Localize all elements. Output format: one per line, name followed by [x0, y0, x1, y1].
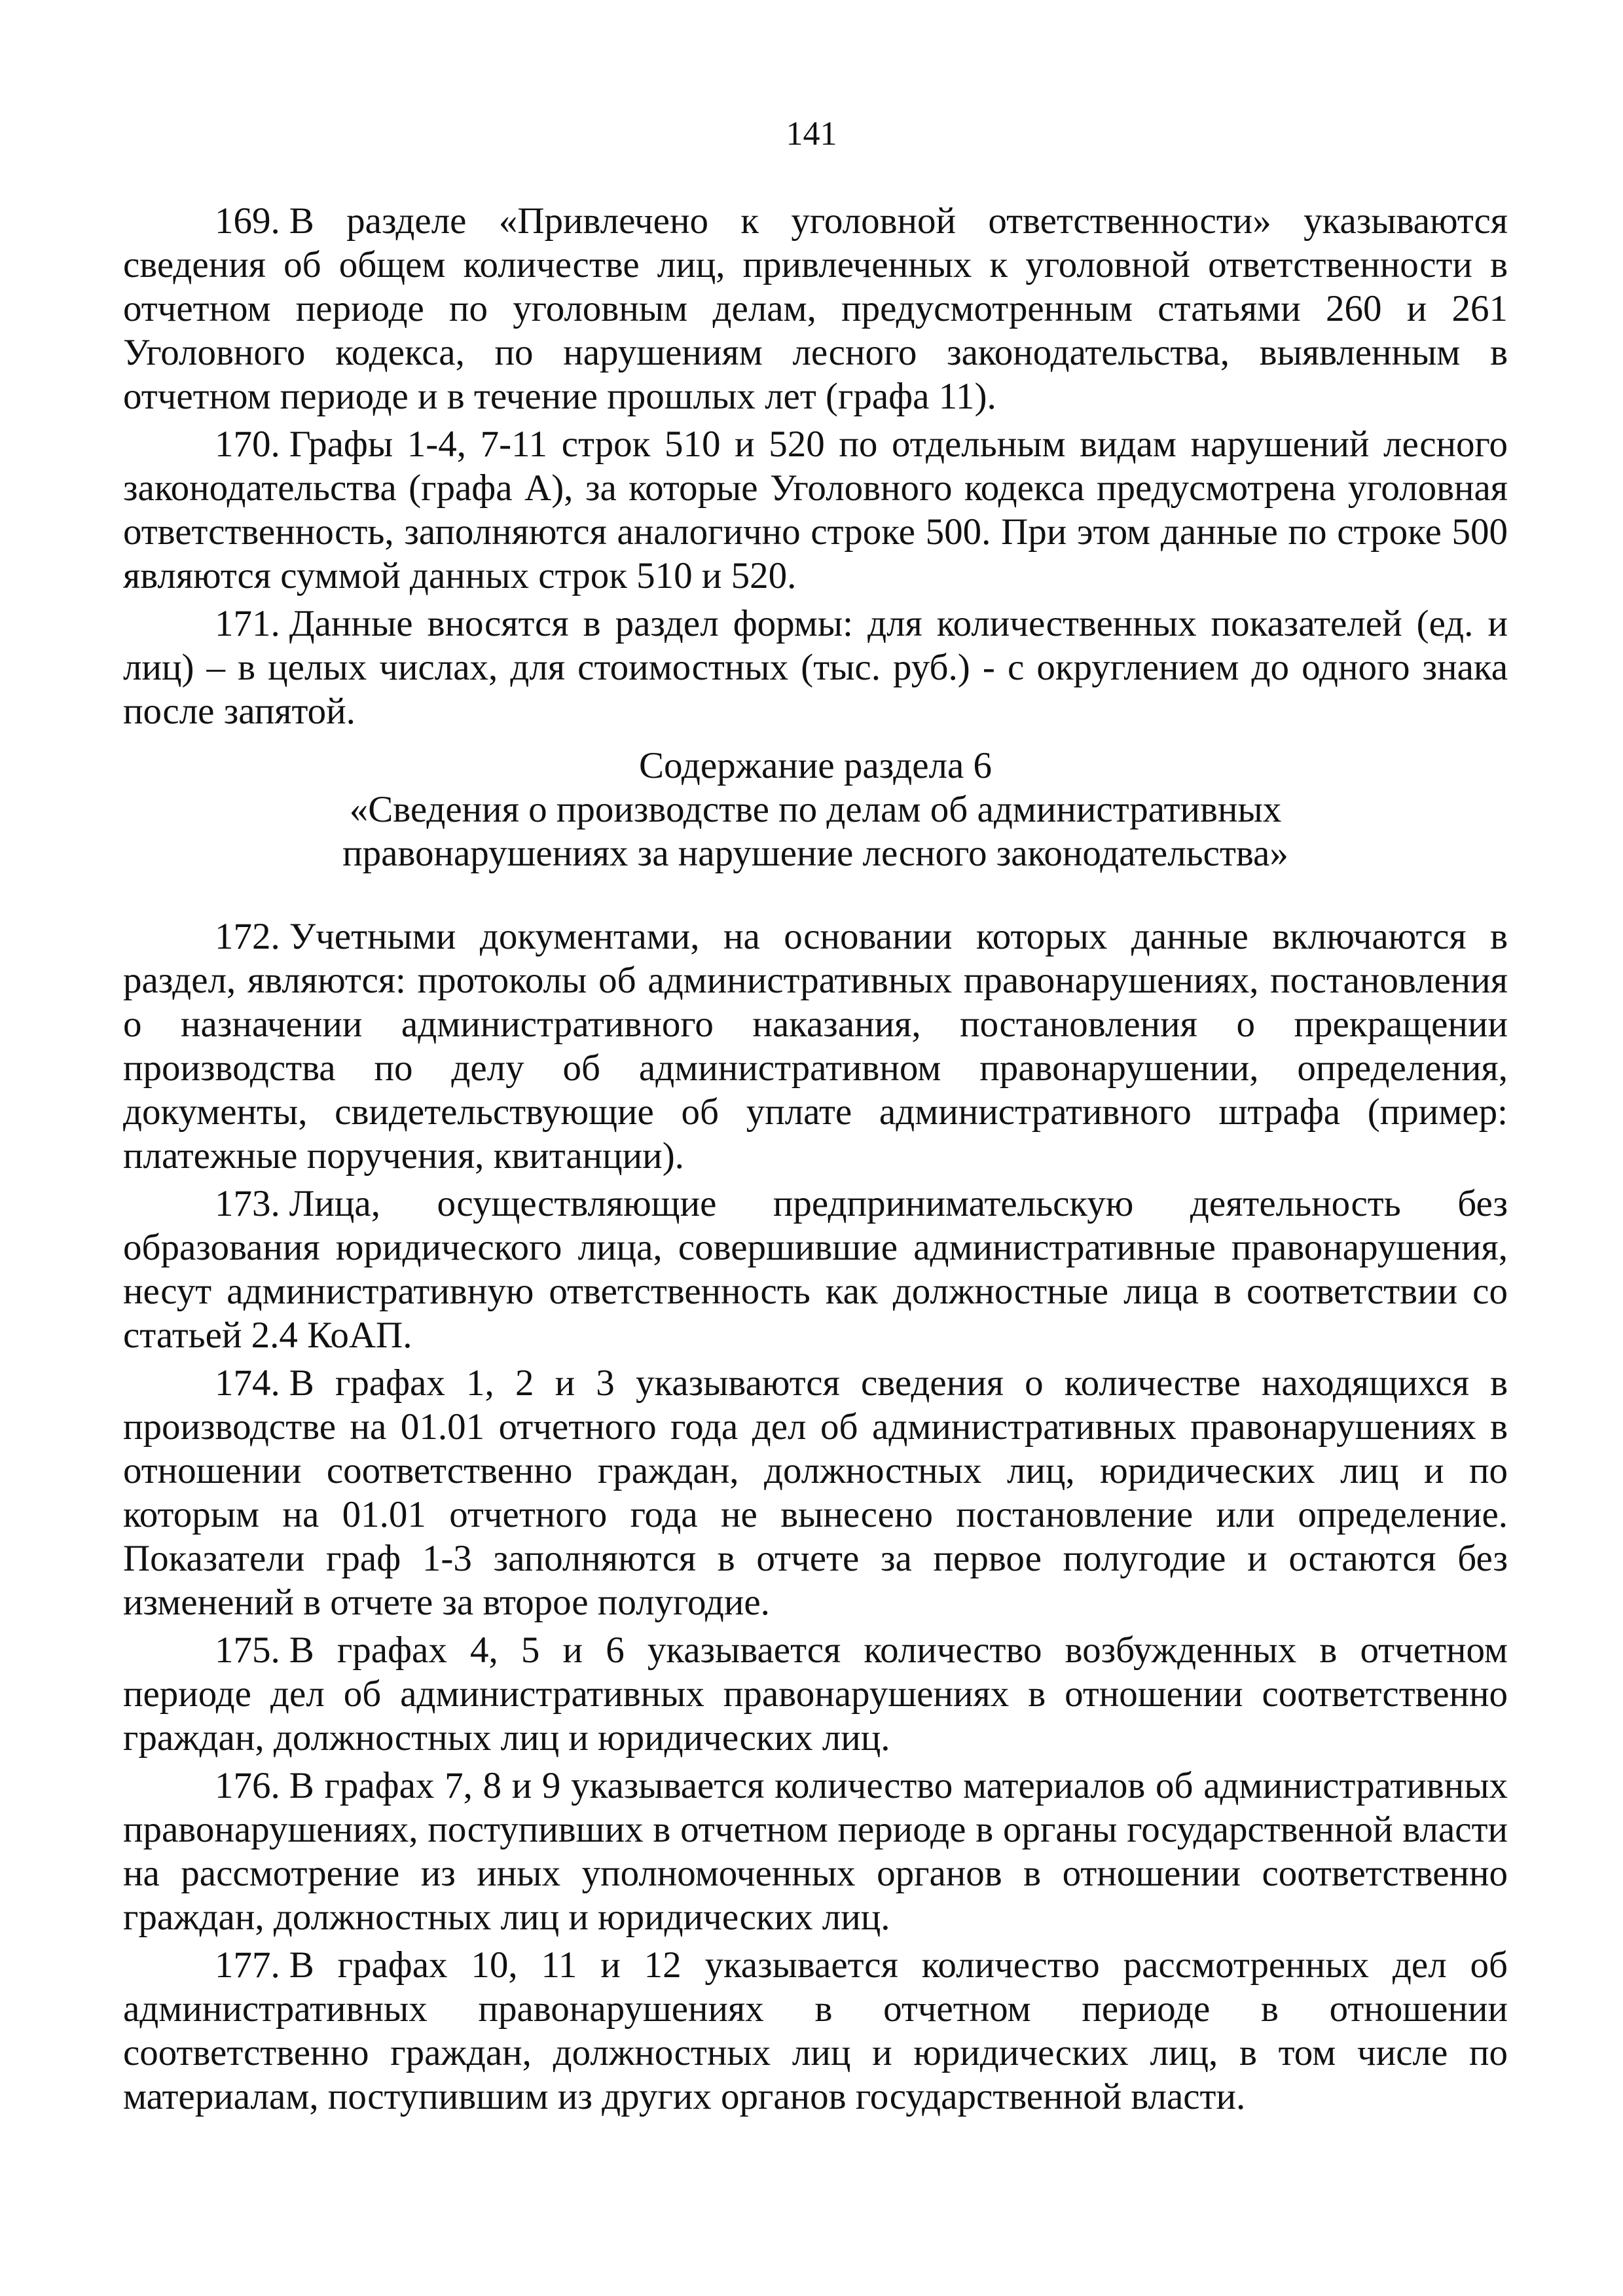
- paragraph-number: 171.: [215, 603, 280, 644]
- paragraph-169: [123, 199, 1508, 418]
- paragraph-text: Графы 1-4, 7-11 строк 510 и 520 по отдельным видам нарушений лесного законодательства (графа А), за которые Уголовного кодекса предусмотрена уголовная ответственность, заполняются аналогично строке 500. При этом данные по строке 500 являются суммой данных строк 510 и 520.: [123, 424, 1508, 596]
- paragraph-number: 169.: [215, 200, 280, 242]
- section-heading-line: Содержание раздела 6: [639, 745, 992, 786]
- paragraph-175: [123, 1628, 1508, 1760]
- paragraph-number: 176.: [215, 1765, 280, 1806]
- paragraph-number: 170.: [215, 424, 280, 465]
- paragraph-176: [123, 1764, 1508, 1939]
- section-heading-line: правонарушениях за нарушение лесного законодательства»: [342, 833, 1288, 874]
- page-number: 141: [786, 115, 837, 153]
- section-heading: [123, 744, 1508, 875]
- paragraph-number: 173.: [215, 1183, 280, 1224]
- paragraph-number: 175.: [215, 1630, 280, 1671]
- paragraph-text: В графах 7, 8 и 9 указывается количество материалов об административных правонарушениях, поступивших в отчетном периоде в органы государственной власти на рассмотрение из иных уполномоченных органов в отношении соответственно граждан, должностных лиц и юридических лиц.: [123, 1765, 1508, 1938]
- paragraph-text: Лица, осуществляющие предпринимательскую деятельность без образования юридического лица, совершившие административные правонарушения, несут административную ответственность как должностные лица в соответствии со статьей 2.4 КоАП.: [123, 1183, 1508, 1356]
- paragraph-text: В разделе «Привлечено к уголовной ответственности» указываются сведения об общем количестве лиц, привлеченных к уголовной ответственности в отчетном периоде по уголовным делам, предусмотренным статьями 260 и 261 Уголовного кодекса, по нарушениям лесного законодательства, выявленным в отчетном периоде и в течение прошлых лет (графа 11).: [123, 200, 1508, 417]
- paragraph-text: Данные вносятся в раздел формы: для количественных показателей (ед. и лиц) – в целых числах, для стоимостных (тыс. руб.) - с округлением до одного знака после запятой.: [123, 603, 1508, 732]
- paragraph-171: [123, 602, 1508, 733]
- paragraph-170: [123, 422, 1508, 598]
- paragraph-number: 177.: [215, 1944, 280, 1986]
- paragraph-text: Учетными документами, на основании которых данные включаются в раздел, являются: протоколы об административных правонарушениях, постановления о назначении административного наказания, постановления о прекращении производства по делу об административном правонарушении, определения, документы, свидетельствующие об уплате административного штрафа (пример: платежные поручения, квитанции).: [123, 916, 1508, 1176]
- paragraph-text: В графах 1, 2 и 3 указываются сведения о количестве находящихся в производстве на 01.01 отчетного года дел об административных правонарушениях в отношении соответственно граждан, должностных лиц, юридических лиц и по которым на 01.01 отчетного года не вынесено постановление или определение. Показатели граф 1-3 заполняются в отчете за первое полугодие и остаются без изменений в отчете за второе полугодие.: [123, 1362, 1508, 1623]
- paragraph-173: [123, 1182, 1508, 1357]
- document-body: [123, 199, 1508, 2123]
- section-heading-line: «Сведения о производстве по делам об административных: [349, 789, 1282, 830]
- paragraph-text: В графах 10, 11 и 12 указывается количество рассмотренных дел об административных правонарушениях в отчетном периоде в отношении соответственно граждан, должностных лиц и юридических лиц, в том числе по материалам, поступившим из других органов государственной власти.: [123, 1944, 1508, 2117]
- paragraph-174: [123, 1361, 1508, 1624]
- paragraph-number: 172.: [215, 916, 280, 957]
- paragraph-number: 174.: [215, 1362, 280, 1404]
- paragraph-177: [123, 1943, 1508, 2119]
- paragraph-text: В графах 4, 5 и 6 указывается количество возбужденных в отчетном периоде дел об административных правонарушениях в отношении соответственно граждан, должностных лиц и юридических лиц.: [123, 1630, 1508, 1758]
- paragraph-172: [123, 915, 1508, 1178]
